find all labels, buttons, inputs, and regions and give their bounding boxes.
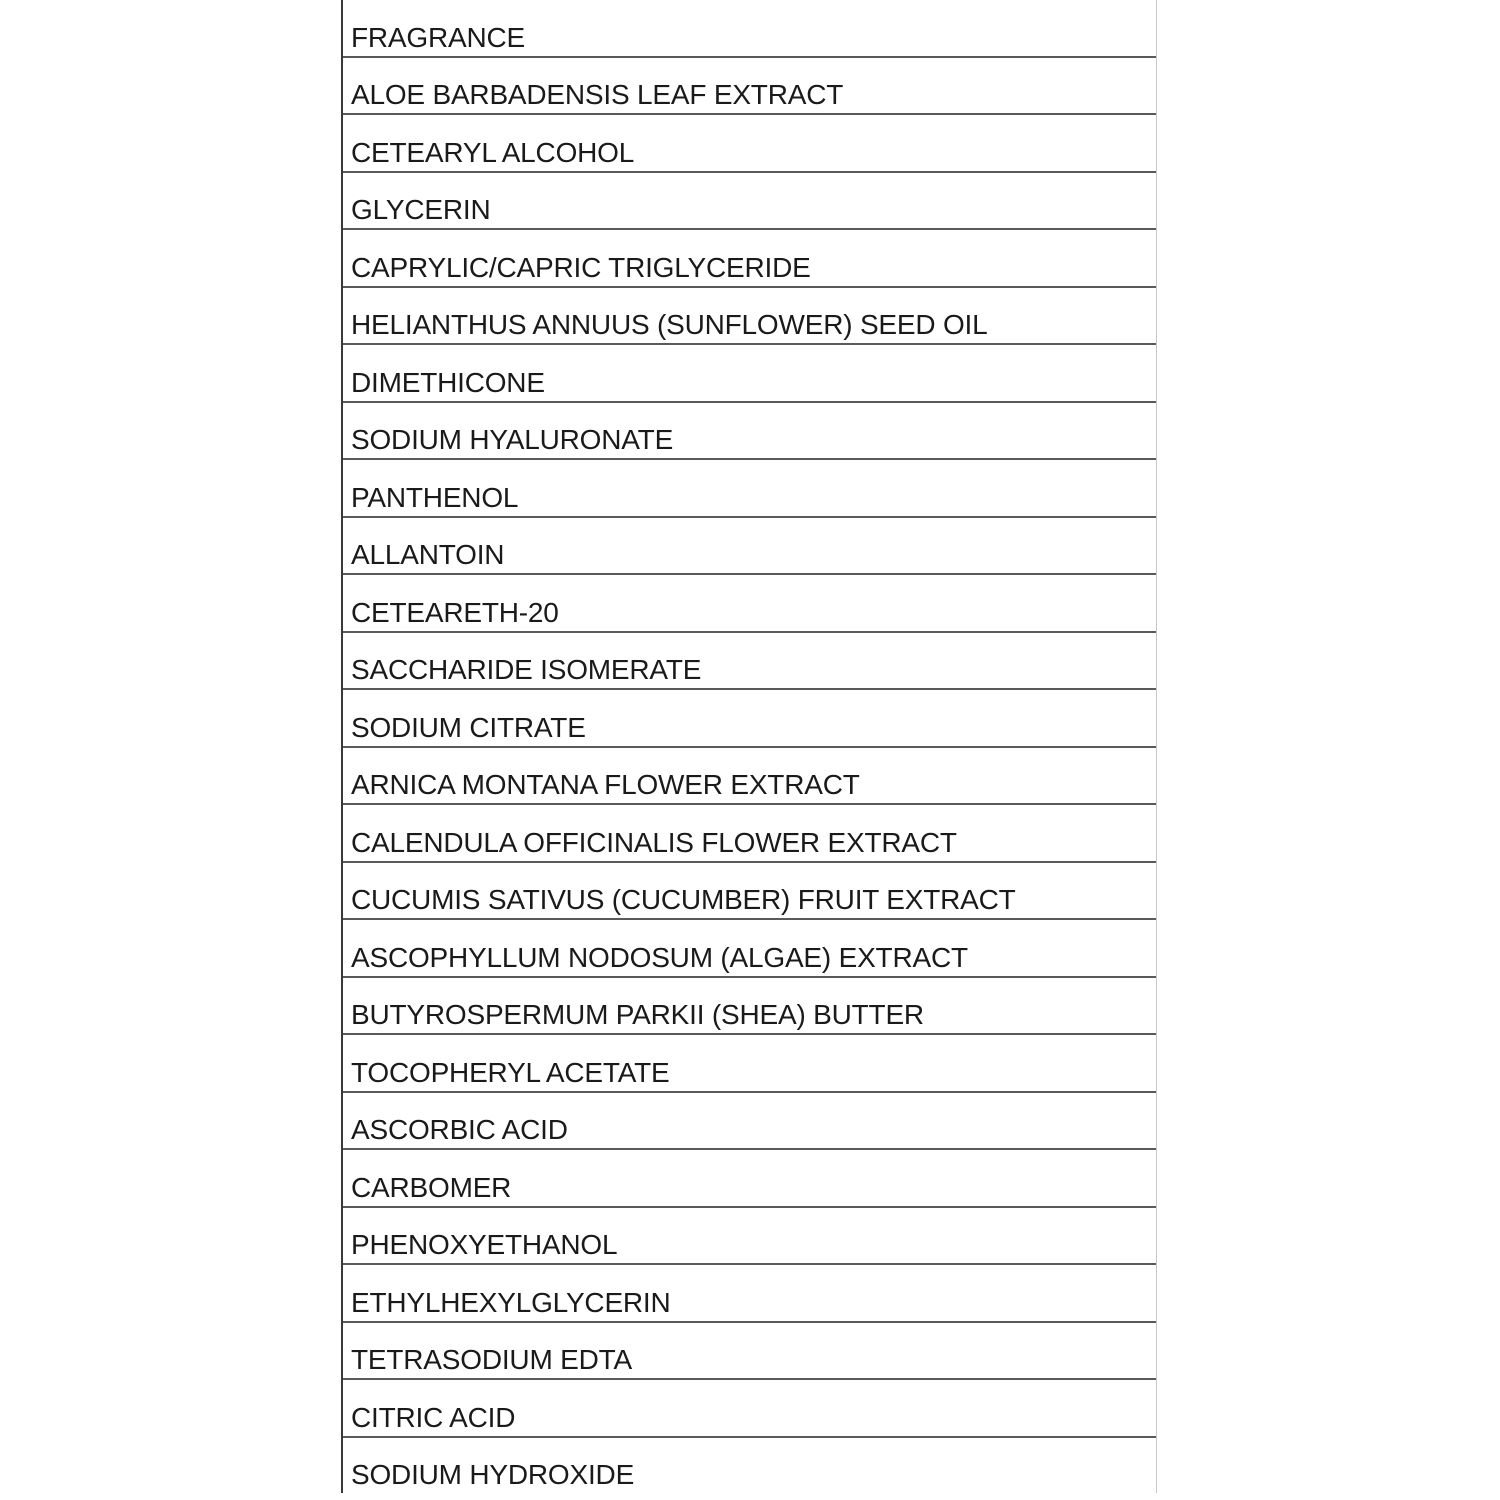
- ingredient-cell: HELIANTHUS ANNUUS (SUNFLOWER) SEED OIL: [351, 309, 988, 340]
- ingredient-cell: SODIUM HYALURONATE: [351, 424, 674, 455]
- ingredient-cell: PANTHENOL: [351, 481, 519, 513]
- ingredient-cell: ETHYLHEXYLGLYCERIN: [351, 1286, 671, 1318]
- ingredient-cell: BUTYROSPERMUM PARKII (SHEA) BUTTER: [351, 999, 924, 1030]
- ingredient-cell: CALENDULA OFFICINALIS FLOWER EXTRACT: [351, 826, 957, 858]
- table-row: [343, 173, 1156, 231]
- table-row: [343, 1438, 1156, 1494]
- ingredient-cell: ALLANTOIN: [351, 539, 505, 570]
- table-row: [343, 1380, 1156, 1438]
- ingredient-cell: CETEARYL ALCOHOL: [351, 136, 635, 168]
- ingredient-cell: ASCOPHYLLUM NODOSUM (ALGAE) EXTRACT: [351, 941, 968, 973]
- table-row: [343, 575, 1156, 633]
- table-row: [343, 1208, 1156, 1266]
- table-row: [343, 690, 1156, 748]
- ingredient-cell: ALOE BARBADENSIS LEAF EXTRACT: [351, 79, 844, 110]
- table-row: [343, 288, 1156, 346]
- table-row: [343, 1265, 1156, 1323]
- ingredient-cell: SACCHARIDE ISOMERATE: [351, 654, 702, 685]
- table-row: [343, 518, 1156, 576]
- ingredient-cell: SODIUM CITRATE: [351, 711, 586, 743]
- ingredient-cell: CETEARETH-20: [351, 596, 559, 628]
- table-row: [343, 115, 1156, 173]
- table-row: [343, 1093, 1156, 1151]
- table-row: [343, 748, 1156, 806]
- ingredient-cell: TETRASODIUM EDTA: [351, 1344, 632, 1375]
- table-row: [343, 863, 1156, 921]
- table-row: [343, 58, 1156, 116]
- ingredient-cell: CAPRYLIC/CAPRIC TRIGLYCERIDE: [351, 251, 811, 283]
- table-row: [343, 978, 1156, 1036]
- table-row: [343, 0, 1156, 58]
- ingredient-cell: SODIUM HYDROXIDE: [351, 1459, 635, 1490]
- table-row: [343, 633, 1156, 691]
- table-row: [343, 230, 1156, 288]
- ingredient-cell: DIMETHICONE: [351, 366, 545, 398]
- table-row: [343, 460, 1156, 518]
- table-row: [343, 1323, 1156, 1381]
- ingredient-cell: ARNICA MONTANA FLOWER EXTRACT: [351, 769, 860, 800]
- ingredient-cell: GLYCERIN: [351, 194, 491, 225]
- ingredient-cell: CITRIC ACID: [351, 1401, 516, 1433]
- table-row: [343, 403, 1156, 461]
- ingredient-cell: PHENOXYETHANOL: [351, 1229, 618, 1260]
- ingredient-cell: ASCORBIC ACID: [351, 1114, 568, 1145]
- table-row: [343, 1035, 1156, 1093]
- ingredient-cell: CUCUMIS SATIVUS (CUCUMBER) FRUIT EXTRACT: [351, 884, 1016, 915]
- table-row: [343, 920, 1156, 978]
- table-row: [343, 345, 1156, 403]
- ingredient-cell: CARBOMER: [351, 1171, 512, 1203]
- ingredient-cell: FRAGRANCE: [351, 21, 525, 53]
- ingredient-table: [341, 0, 1157, 1493]
- table-row: [343, 805, 1156, 863]
- ingredient-cell: TOCOPHERYL ACETATE: [351, 1056, 670, 1088]
- table-row: [343, 1150, 1156, 1208]
